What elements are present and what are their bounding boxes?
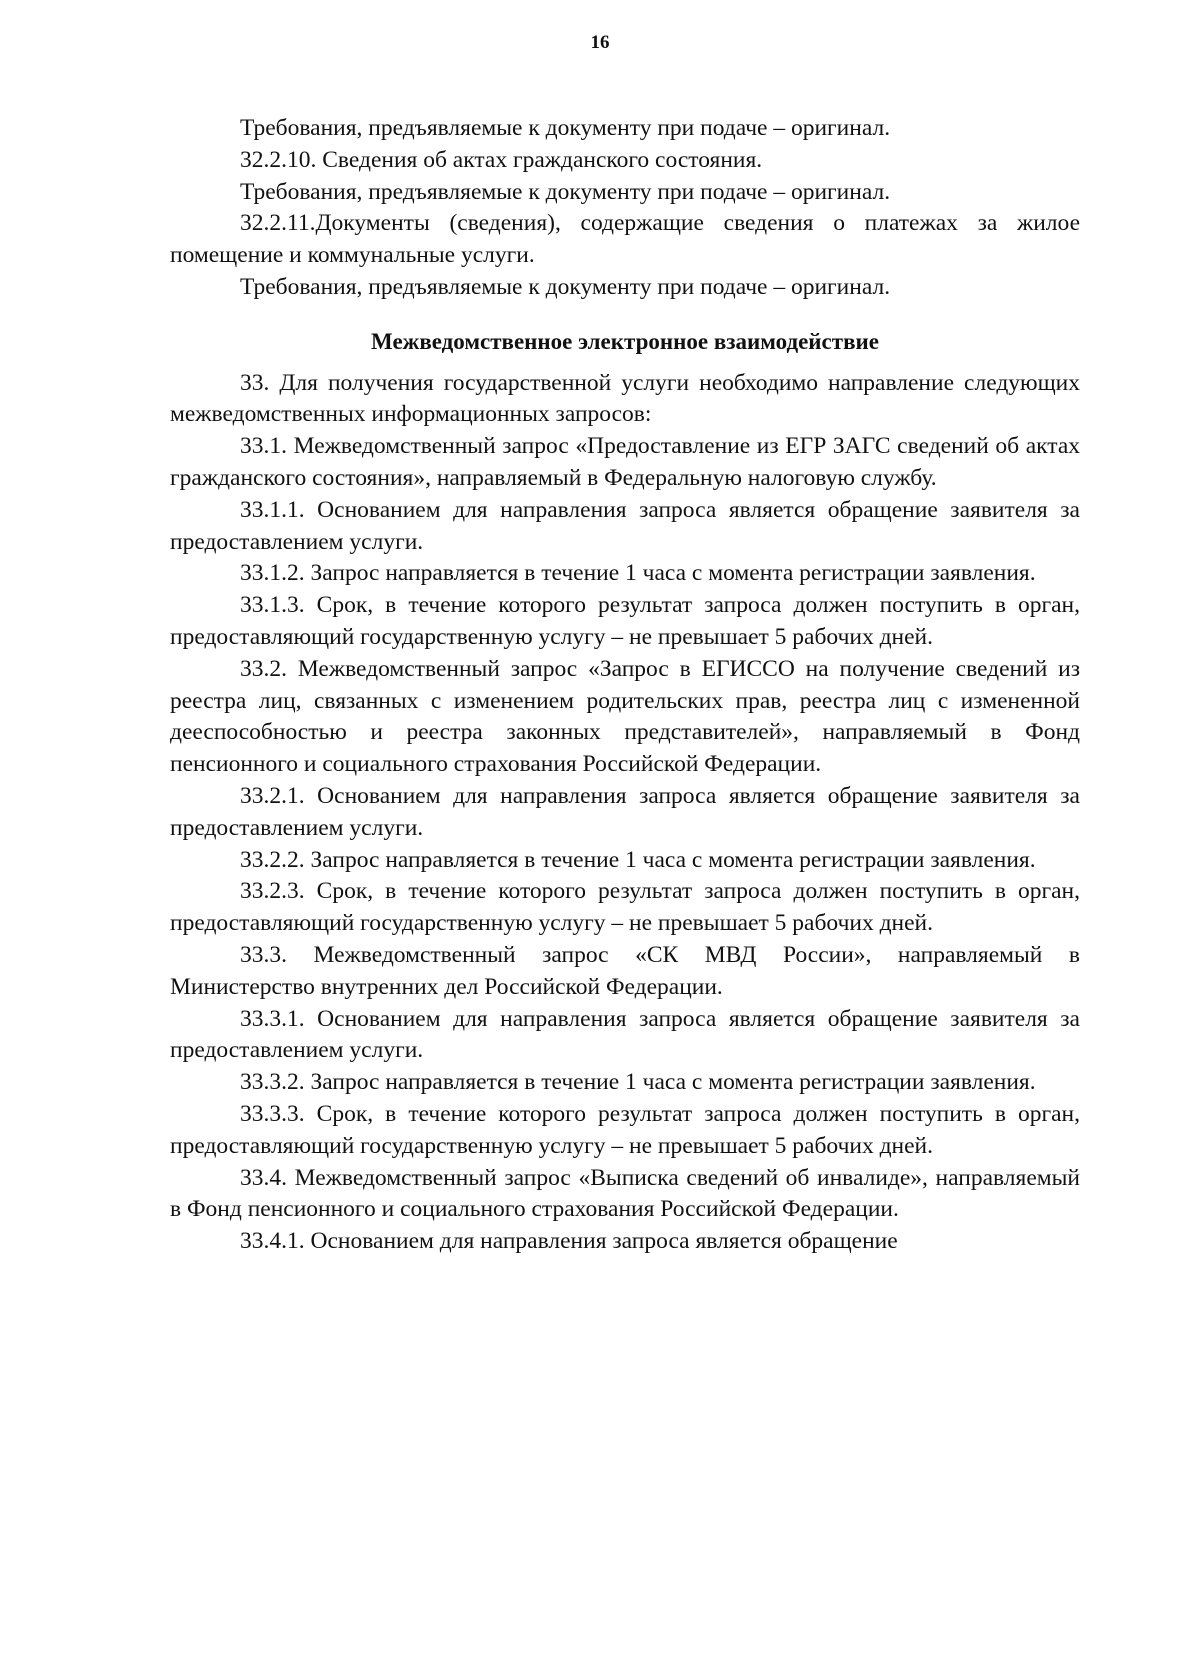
paragraph: 33.3.3. Срок, в течение которого результат запроса должен поступить в орган, предоставляющий государственную услугу – не превышает 5 рабочих дней. — [170, 1100, 1080, 1159]
paragraph: 33.3. Межведомственный запрос «СК МВД России», направляемый в Министерство внутренних дел Российской Федерации. — [170, 941, 1080, 1000]
paragraph: 33.3.1. Основанием для направления запроса является обращение заявителя за предоставлением услуги. — [170, 1005, 1080, 1064]
page-number: 16 — [590, 32, 610, 53]
paragraph: 33.4.1. Основанием для направления запроса является обращение — [240, 1228, 898, 1255]
paragraph: 33.2.3. Срок, в течение которого результат запроса должен поступить в орган, предоставляющий государственную услугу – не превышает 5 рабочих дней. — [170, 878, 1080, 937]
paragraph: 33.1.3. Срок, в течение которого результат запроса должен поступить в орган, предоставляющий государственную услугу – не превышает 5 рабочих дней. — [170, 592, 1080, 650]
paragraph: 33.2.1. Основанием для направления запроса является обращение заявителя за предоставлением услуги. — [170, 782, 1080, 841]
document-body — [170, 113, 1080, 1258]
paragraph: 33.1. Межведомственный запрос «Предоставление из ЕГР ЗАГС сведений об актах гражданского состояния», направляемый в Федеральную налоговую службу. — [170, 433, 1080, 491]
paragraph: Требования, предъявляемые к документу при подаче – оригинал. — [240, 178, 891, 205]
paragraph: 33.2. Межведомственный запрос «Запрос в ЕГИССО на получение сведений из реестра лиц, связанных с изменением родительских прав, реестра лиц с измененной дееспособностью и реестра законных представителей», направляемый в Фонд пенсионного и социального страхования Российской Федерации. — [170, 655, 1080, 778]
paragraph: 33.1.2. Запрос направляется в течение 1 часа с момента регистрации заявления. — [240, 560, 1036, 587]
paragraph: 33. Для получения государственной услуги необходимо направление следующих межведомственных информационных запросов: — [170, 369, 1080, 428]
paragraph: Требования, предъявляемые к документу при подаче – оригинал. — [240, 115, 891, 141]
paragraph: 33.2.2. Запрос направляется в течение 1 часа с момента регистрации заявления. — [240, 846, 1036, 873]
paragraph: 33.3.2. Запрос направляется в течение 1 часа с момента регистрации заявления. — [240, 1069, 1036, 1096]
paragraph: 32.2.11.Документы (сведения), содержащие сведения о платежах за жилое помещение и коммунальные услуги. — [170, 210, 1080, 269]
paragraph: 33.4. Межведомственный запрос «Выписка сведений об инвалиде», направляемый в Фонд пенсионного и социального страхования Российской Федерации. — [170, 1164, 1080, 1223]
paragraph: Требования, предъявляемые к документу при подаче – оригинал. — [240, 273, 891, 300]
section-heading: Межведомственное электронное взаимодействие — [371, 328, 879, 354]
paragraph: 33.1.1. Основанием для направления запроса является обращение заявителя за предоставлением услуги. — [170, 496, 1080, 555]
paragraph: 32.2.10. Сведения об актах гражданского состояния. — [240, 146, 763, 173]
